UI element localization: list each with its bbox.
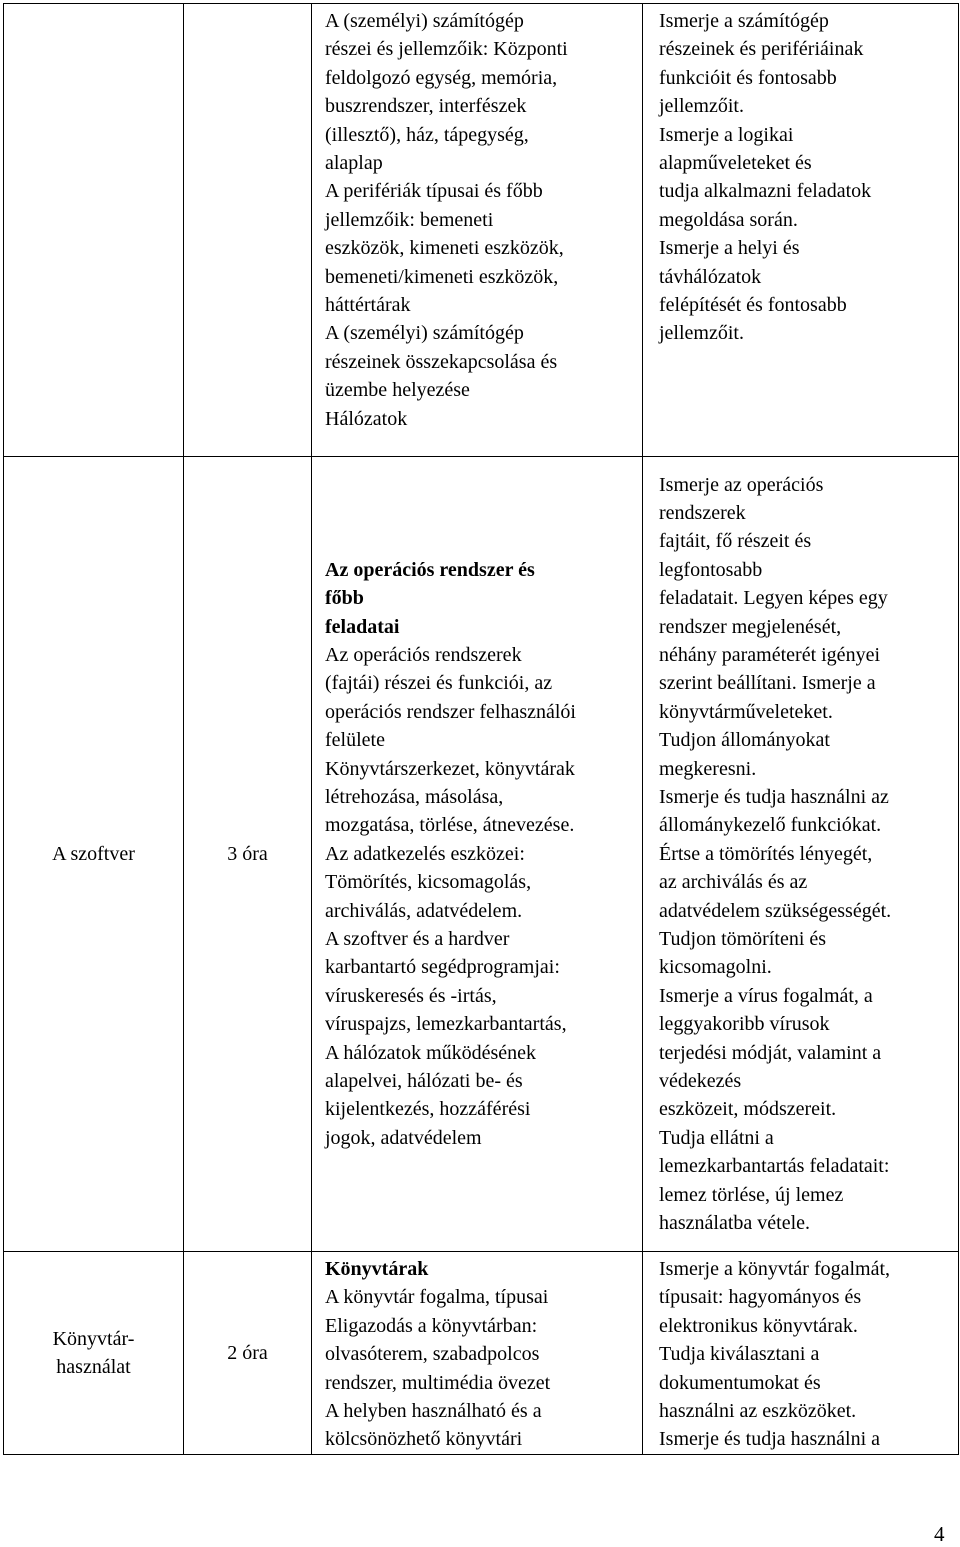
text-line: könyvtárműveleteket. <box>659 700 833 723</box>
topic-cell <box>4 1252 184 1455</box>
text-line: Ismerje és tudja használni az <box>659 785 889 808</box>
text-line: eszközök, kimeneti eszközök, <box>325 237 564 260</box>
text-line: karbantartó segédprogramjai: <box>325 956 560 979</box>
requirements-cell <box>643 457 959 1252</box>
text-line: Könyvtár- <box>52 1327 135 1350</box>
text-line: alapelvei, hálózati be- és <box>325 1070 523 1093</box>
text-line: Értse a tömörítés lényegét, <box>659 842 873 865</box>
text-line: olvasóterem, szabadpolcos <box>325 1343 540 1366</box>
table-row <box>4 4 959 457</box>
text-line: alaplap <box>325 152 383 175</box>
text-line: állománykezelő funkciókat. <box>659 814 882 837</box>
text-line: üzembe helyezése <box>325 379 470 402</box>
content-cell <box>312 1252 643 1455</box>
text-line: lemez törlése, új lemez <box>659 1183 844 1206</box>
text-line: Ismerje a könyvtár fogalmát, <box>659 1258 891 1280</box>
text-line: Tudjon állományokat <box>659 729 830 752</box>
text-line: kijelentkezés, hozzáférési <box>325 1098 531 1121</box>
text-line: Könyvtárszerkezet, könyvtárak <box>325 757 575 780</box>
text-line: felépítését és fontosabb <box>659 294 847 317</box>
text-line: fajtáit, fő részeit és <box>659 530 812 553</box>
text-line: használni az eszközöket. <box>659 1400 857 1423</box>
text-line: Hálózatok <box>325 407 408 430</box>
hours-cell: 2 óra <box>184 1252 312 1455</box>
text-line: operációs rendszer felhasználói <box>325 700 576 723</box>
text-line: Tömörítés, kicsomagolás, <box>325 871 532 894</box>
hours-cell: 3 óra <box>184 457 312 1252</box>
requirements-cell <box>643 4 959 457</box>
text-line: jellemzőit. <box>659 95 744 118</box>
text-line: védekezés <box>659 1070 742 1093</box>
text-line: terjedési módját, valamint a <box>659 1041 882 1064</box>
text-line: rendszerek <box>659 501 746 524</box>
text-line: archiválás, adatvédelem. <box>325 899 523 922</box>
text-line: buszrendszer, interfészek <box>325 95 527 118</box>
text-line: Tudjon tömöríteni és <box>659 928 827 951</box>
text-line: elektronikus könyvtárak. <box>659 1314 858 1337</box>
text-line: rendszer, multimédia övezet <box>325 1371 551 1394</box>
page-number: 4 <box>934 1522 945 1546</box>
text-line: használat <box>56 1356 131 1378</box>
text-line: mozgatása, törlése, átnevezése. <box>325 814 575 837</box>
text-line: háttértárak <box>325 294 411 317</box>
text-line: kölcsönözhető könyvtári <box>325 1428 523 1451</box>
text-line: főbb <box>325 587 364 610</box>
text-line: dokumentumokat és <box>659 1371 821 1394</box>
text-line: feladatait. Legyen képes egy <box>659 587 888 610</box>
text-line: kicsomagolni. <box>659 956 772 979</box>
text-line: víruspajzs, lemezkarbantartás, <box>325 1013 567 1036</box>
topic-cell <box>4 4 184 457</box>
text-line: típusait: hagyományos és <box>659 1286 862 1309</box>
text-line: néhány paraméterét igényei <box>659 643 880 666</box>
text-line: bemeneti/kimeneti eszközök, <box>325 265 559 288</box>
text-line: tudja alkalmazni feladatok <box>659 180 872 203</box>
text-line: megkeresni. <box>659 757 757 780</box>
text-line: Az operációs rendszer és <box>325 558 535 581</box>
text-line: távhálózatok <box>659 265 762 288</box>
text-line: Ismerje a számítógép <box>659 10 829 32</box>
text-line: Tudja kiválasztani a <box>659 1343 820 1366</box>
topic-cell <box>4 457 184 1252</box>
text-line: (illesztő), ház, tápegység, <box>325 123 529 146</box>
text-line: szerint beállítani. Ismerje a <box>659 672 876 695</box>
hours-cell <box>184 4 312 457</box>
text-line: eszközeit, módszereit. <box>659 1098 837 1121</box>
text-line: (fajtái) részei és funkciói, az <box>325 672 553 695</box>
text-line: megoldása során. <box>659 208 798 231</box>
text-line: Ismerje a logikai <box>659 123 794 146</box>
text-line: víruskeresés és -irtás, <box>325 984 497 1007</box>
table-row <box>4 457 959 1252</box>
text-line: alapműveleteket és <box>659 152 812 175</box>
text-line: A szoftver és a hardver <box>325 928 510 951</box>
text-line: Ismerje és tudja használni a <box>659 1428 881 1451</box>
text-line: használatba vétele. <box>659 1212 811 1235</box>
text-line: rendszer megjelenését, <box>659 615 842 638</box>
text-line: A szoftver <box>52 842 135 865</box>
text-line: Az operációs rendszerek <box>325 643 522 666</box>
text-line: létrehozása, másolása, <box>325 785 504 808</box>
text-line: A perifériák típusai és főbb <box>325 180 543 203</box>
curriculum-table <box>3 3 959 1455</box>
text-line: jellemzőik: bemeneti <box>325 208 494 231</box>
text-line: részeinek összekapcsolása és <box>325 350 558 373</box>
requirements-cell <box>643 1252 959 1455</box>
text-line: A hálózatok működésének <box>325 1041 537 1064</box>
text-line: A könyvtár fogalma, típusai <box>325 1286 549 1309</box>
content-cell <box>312 4 643 457</box>
text-line: Könyvtárak <box>325 1258 429 1280</box>
text-line: leggyakoribb vírusok <box>659 1013 830 1036</box>
table-row <box>4 1252 959 1455</box>
text-line: felülete <box>325 729 385 752</box>
text-line: adatvédelem szükségességét. <box>659 899 892 922</box>
text-line: részeinek és perifériáinak <box>659 38 864 61</box>
text-line: feldolgozó egység, memória, <box>325 66 558 89</box>
text-line: lemezkarbantartás feladatait: <box>659 1155 890 1178</box>
text-line: Ismerje az operációs <box>659 473 824 496</box>
text-line: jogok, adatvédelem <box>325 1126 482 1149</box>
text-line: részei és jellemzőik: Központi <box>325 38 568 61</box>
content-cell <box>312 457 643 1252</box>
text-line: Ismerje a vírus fogalmát, a <box>659 984 873 1007</box>
text-line: Ismerje a helyi és <box>659 237 800 260</box>
text-line: feladatai <box>325 615 400 638</box>
text-line: A helyben használható és a <box>325 1400 542 1423</box>
text-line: Eligazodás a könyvtárban: <box>325 1314 538 1337</box>
text-line: legfontosabb <box>659 558 763 581</box>
text-line: Az adatkezelés eszközei: <box>325 842 525 865</box>
text-line: funkcióit és fontosabb <box>659 66 837 89</box>
text-line: az archiválás és az <box>659 871 808 894</box>
text-line: A (személyi) számítógép <box>325 10 524 32</box>
text-line: Tudja ellátni a <box>659 1126 774 1149</box>
text-line: A (személyi) számítógép <box>325 322 524 345</box>
text-line: jellemzőit. <box>659 322 744 345</box>
